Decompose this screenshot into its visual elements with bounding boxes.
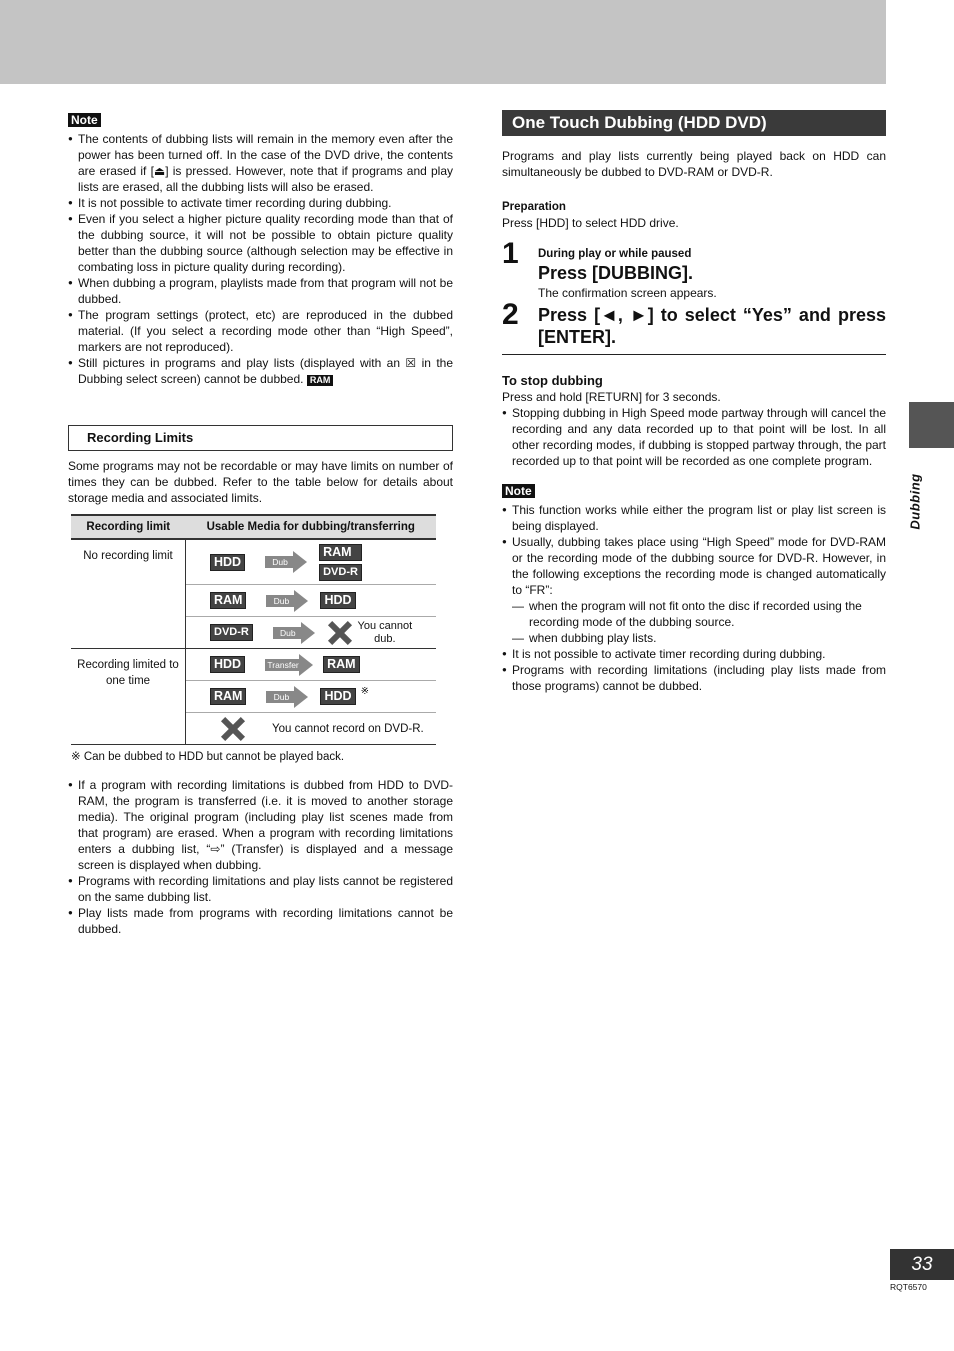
section-title: One Touch Dubbing (HDD DVD) xyxy=(502,110,886,136)
ram-tag: RAM xyxy=(307,375,334,386)
note-badge: Note xyxy=(68,113,101,127)
step-2 xyxy=(502,298,886,355)
media-tag: HDD xyxy=(320,592,355,609)
list-item: ● If a program with recording limitations is dubbed from HDD to DVD-RAM, the program is transferred (i.e. it is moved to another storage media). The original program (including play list scenes made from that program) are erased. When a program with recording limitations enters a dubbing list, “⇨” (Transfer) is displayed and a message screen is displayed when dubbing. xyxy=(68,777,453,873)
media-tag: RAM xyxy=(210,688,246,705)
preparation-text: Press [HDD] to select HDD drive. xyxy=(502,216,679,230)
preparation-label: Preparation xyxy=(502,201,566,213)
cross-icon xyxy=(220,717,244,741)
media-tag: HDD xyxy=(210,656,245,673)
list-item: — when dubbing play lists. xyxy=(502,630,886,646)
right-column xyxy=(502,110,886,694)
note-badge: Note xyxy=(502,484,535,498)
stop-list xyxy=(502,405,886,469)
step-instruction: Press [◄, ►] to select “Yes” and press [ENTER]. xyxy=(538,305,886,347)
stop-heading: To stop dubbing xyxy=(502,373,603,388)
media-tag: RAM xyxy=(210,592,246,609)
note-list xyxy=(68,131,453,387)
media-tag: DVD-R xyxy=(210,624,253,641)
step-result: The confirmation screen appears. xyxy=(538,286,717,300)
note-list-continued xyxy=(502,646,886,694)
recording-limits-table xyxy=(71,514,436,745)
note-list xyxy=(502,502,886,598)
dub-arrow-icon: Dub xyxy=(273,625,313,641)
step-number: 2 xyxy=(502,298,519,331)
limits-intro: Some programs may not be recordable or may have limits on number of times they can be dubbed. Refer to the table below for details about storage media and associated limits. xyxy=(68,459,453,505)
list-item: ● Still pictures in programs and play lists (displayed with an ☒ in the Dubbing select screen) cannot be dubbed. RAM xyxy=(68,355,453,387)
document-code: RQT6570 xyxy=(890,1282,927,1292)
step-condition: During play or while paused xyxy=(538,248,692,260)
list-item: ● Usually, dubbing takes place using “High Speed” mode for DVD-RAM or the recording mode of the dubbing source for DVD-R. However, in the following exceptions the recording mode is changed automatically to “FR”: xyxy=(502,534,886,598)
list-item: ● Even if you select a higher picture quality recording mode than that of the dubbing source, it will not be possible to obtain picture quality better than the dubbing source (although selection may be effective in combating loss in picture quality during recording). xyxy=(68,211,453,275)
dub-arrow-icon: Dub xyxy=(266,689,306,705)
stop-text: Press and hold [RETURN] for 3 seconds. xyxy=(502,390,721,404)
cannot-dub-text: You cannot dub. xyxy=(357,619,413,645)
list-item: ● Programs with recording limitations and play lists cannot be registered on the same dubbing list. xyxy=(68,873,453,905)
table-row xyxy=(186,681,437,713)
media-tag: DVD-R xyxy=(319,564,362,581)
list-item: ● Play lists made from programs with recording limitations cannot be dubbed. xyxy=(68,905,453,937)
cross-icon xyxy=(327,621,351,645)
limits-list xyxy=(68,777,453,937)
section-tab xyxy=(909,402,954,448)
media-tag: RAM xyxy=(323,656,359,673)
list-item: — when the program will not fit onto the disc if recorded using the recording mode of the dubbing source. xyxy=(502,598,886,630)
list-item: ● The contents of dubbing lists will remain in the memory even after the power has been turned off. In the case of the DVD drive, the contents are erased if [⏏] is pressed. However, note that if programs and play lists are erased, all the dubbing lists will also be erased. xyxy=(68,131,453,195)
group-label: Recording limited to one time xyxy=(71,649,186,745)
media-tag: HDD xyxy=(320,688,355,705)
table-row xyxy=(186,539,437,585)
page-number: 33 xyxy=(890,1249,954,1280)
list-item: ● Stopping dubbing in High Speed mode partway through will cancel the recording and any data recorded up to that point will be lost. In all other recording modes, if dubbing is stopped partway through, the part recorded up to that point will be recorded as one complete program. xyxy=(502,405,886,469)
table-row xyxy=(186,713,437,745)
step-1 xyxy=(502,237,886,300)
list-item: ● The program settings (protect, etc) are reproduced in the dubbed material. (If you select a recording mode other than “High Speed”, markers are not reproduced). xyxy=(68,307,453,355)
dub-arrow-icon: Dub xyxy=(265,554,305,570)
media-tag: HDD xyxy=(210,554,245,571)
table-header: Usable Media for dubbing/transferring xyxy=(186,515,437,539)
list-item: ● When dubbing a program, playlists made from that program will not be dubbed. xyxy=(68,275,453,307)
transfer-arrow-icon: Transfer xyxy=(265,657,309,673)
section-side-label: Dubbing xyxy=(907,473,923,530)
list-item: ● It is not possible to activate timer recording during dubbing. xyxy=(502,646,886,662)
list-item: ● Programs with recording limitations (including play lists made from those programs) cannot be dubbed. xyxy=(502,662,886,694)
table-row xyxy=(186,585,437,617)
dub-arrow-icon: Dub xyxy=(266,593,306,609)
header-band xyxy=(0,0,886,84)
left-column xyxy=(68,112,453,937)
table-footnote: ※ Can be dubbed to HDD but cannot be played back. xyxy=(71,751,345,763)
cannot-record-text: You cannot record on DVD-R. xyxy=(272,722,424,735)
step-instruction: Press [DUBBING]. xyxy=(538,263,694,283)
table-row xyxy=(186,649,437,681)
table-row xyxy=(186,617,437,649)
table-header: Recording limit xyxy=(71,515,186,539)
media-tag: RAM xyxy=(319,544,362,561)
list-item: ● This function works while either the program list or play list screen is being displayed. xyxy=(502,502,886,534)
intro-text: Programs and play lists currently being played back on HDD can simultaneously be dubbed to DVD-RAM or DVD-R. xyxy=(502,149,886,179)
step-number: 1 xyxy=(502,237,519,270)
list-item: ● It is not possible to activate timer recording during dubbing. xyxy=(68,195,453,211)
footnote-mark: ※ xyxy=(360,686,369,697)
group-label: No recording limit xyxy=(71,539,186,649)
recording-limits-heading: Recording Limits xyxy=(68,425,453,451)
